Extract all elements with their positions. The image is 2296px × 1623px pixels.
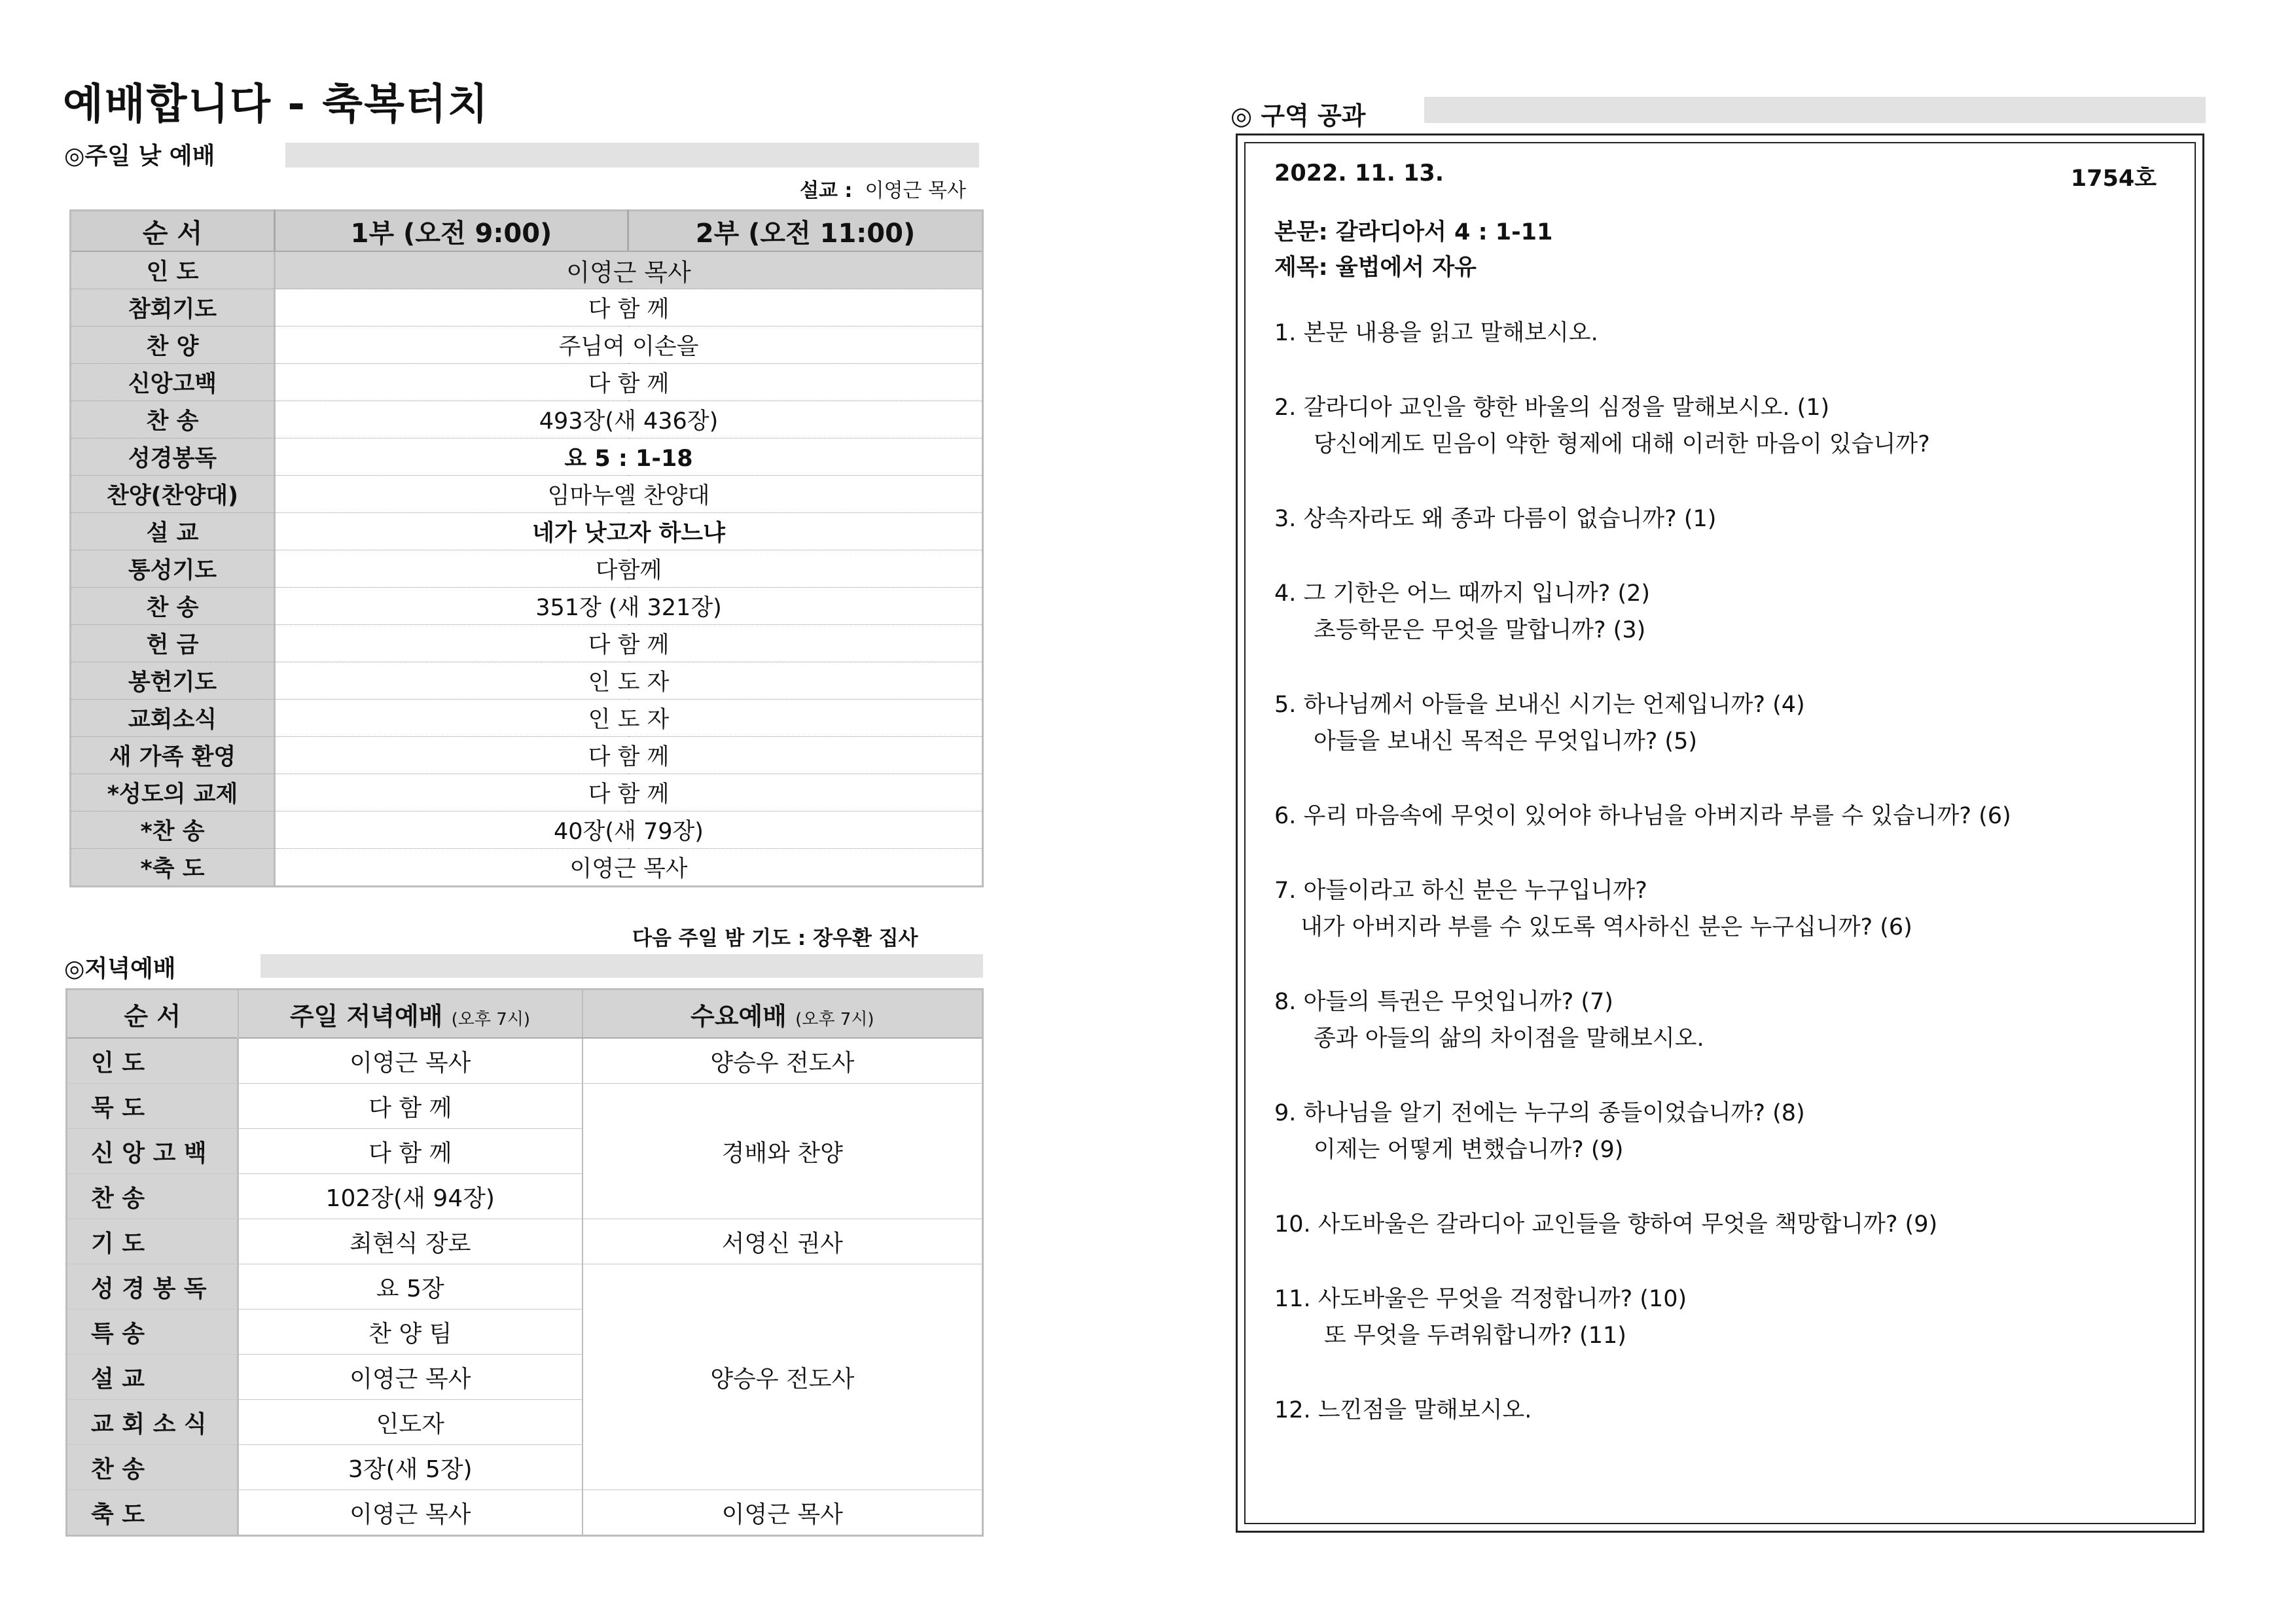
row-value: 이영근 목사 [275, 849, 983, 887]
question-line: 8. 아들의 특권은 무엇입니까? (7) [1274, 989, 1613, 1015]
row-label: 성경봉독 [71, 438, 275, 476]
row-value: 351장 (새 321장) [275, 588, 983, 625]
wednesday-value: 양승우 전도사 [583, 1038, 983, 1084]
row-label: *성도의 교제 [71, 774, 275, 812]
row-label: 신 앙 고 백 [67, 1129, 238, 1174]
study-box [1236, 134, 2204, 1533]
row-label: 참회기도 [71, 289, 275, 327]
question-subline: 이제는 어떻게 변했습니까? (9) [1314, 1137, 1624, 1163]
row-label: 찬 양 [71, 327, 275, 364]
section-header-bar [260, 954, 983, 978]
row-label: 설 교 [71, 513, 275, 550]
issue-number: 1754호 [2070, 166, 2157, 192]
evening-section-title: ◎저녁예배 [64, 955, 176, 982]
question-subline: 내가 아버지라 부를 수 있도록 역사하신 분은 누구십니까? (6) [1300, 914, 1912, 940]
sermon-label: 설교 : [800, 179, 853, 202]
study-date: 2022. 11. 13. [1274, 160, 1444, 187]
row-value: 네가 낫고자 하느냐 [275, 513, 983, 550]
row-label: 새 가족 환영 [71, 737, 275, 774]
row-label: 봉헌기도 [71, 662, 275, 700]
row-value: 다 함 께 [275, 289, 983, 327]
sunday-value: 이영근 목사 [238, 1490, 583, 1536]
row-value: 인 도 자 [275, 662, 983, 700]
question-line: 6. 우리 마음속에 무엇이 있어야 하나님을 아버지라 부를 수 있습니까? (6) [1274, 803, 2011, 829]
row-value: 다 함 께 [275, 625, 983, 662]
morning-service-table [69, 209, 984, 887]
row-value: 40장(새 79장) [275, 812, 983, 849]
row-label: *축 도 [71, 849, 275, 887]
question-line: 10. 사도바울은 갈라디아 교인들을 향하여 무엇을 책망합니까? (9) [1274, 1211, 1938, 1238]
row-label: 교회소식 [71, 700, 275, 737]
sunday-value: 3장(새 5장) [238, 1445, 583, 1490]
sunday-value: 최현식 장로 [238, 1219, 583, 1264]
morning-section-title: ◎주일 낮 예배 [64, 143, 215, 169]
sermon-credit [800, 174, 966, 203]
row-label: 인 도 [67, 1038, 238, 1084]
question-line: 11. 사도바울은 무엇을 걱정합니까? (10) [1274, 1286, 1687, 1312]
row-label: 성 경 봉 독 [67, 1264, 238, 1310]
sunday-value: 102장(새 94장) [238, 1174, 583, 1219]
sunday-value: 찬 양 팀 [238, 1310, 583, 1355]
header-order: 순 서 [71, 211, 275, 252]
next-prayer-note: 다음 주일 밤 기도 : 장우환 집사 [632, 927, 918, 950]
question-subline: 종과 아들의 삶의 차이점을 말해보시오. [1314, 1026, 1704, 1052]
row-value: 인 도 자 [275, 700, 983, 737]
question-line: 2. 갈라디아 교인을 향한 바울의 심정을 말해보시오. (1) [1274, 395, 1830, 421]
question-subline: 초등학문은 무엇을 말합니까? (3) [1314, 617, 1646, 643]
row-value: 다 함 께 [275, 364, 983, 401]
question-line: 4. 그 기한은 어느 때까지 입니까? (2) [1274, 580, 1651, 607]
row-value: 다 함 께 [275, 774, 983, 812]
row-label: 교 회 소 식 [67, 1400, 238, 1445]
row-value: 이영근 목사 [275, 251, 983, 289]
sermon-preacher: 이영근 목사 [865, 179, 966, 202]
row-label: 인 도 [71, 251, 275, 289]
header-sunday-evening [238, 990, 583, 1039]
sunday-value: 요 5장 [238, 1264, 583, 1310]
row-label: 찬 송 [67, 1174, 238, 1219]
study-box-inner [1244, 142, 2196, 1524]
sunday-value: 이영근 목사 [238, 1038, 583, 1084]
row-value: 다함께 [275, 550, 983, 588]
header-sunday-evening-label: 주일 저녁예배 [289, 1001, 443, 1031]
row-label: 축 도 [67, 1490, 238, 1536]
section-header-bar [1424, 97, 2206, 123]
question-line: 9. 하나님을 알기 전에는 누구의 종들이었습니까? (8) [1274, 1100, 1805, 1126]
scripture-reference: 본문: 갈라디아서 4 : 1-11 [1274, 219, 1553, 245]
header-first-service: 1부 (오전 9:00) [275, 211, 628, 252]
question-line: 5. 하나님께서 아들을 보내신 시기는 언제입니까? (4) [1274, 692, 1805, 718]
question-subline: 또 무엇을 두려워합니까? (11) [1324, 1323, 1626, 1349]
row-value: 주님여 이손을 [275, 327, 983, 364]
row-label: 설 교 [67, 1355, 238, 1400]
sunday-value: 다 함 께 [238, 1129, 583, 1174]
row-label: 통성기도 [71, 550, 275, 588]
row-label: 찬 송 [71, 401, 275, 438]
sunday-value: 인도자 [238, 1400, 583, 1445]
question-line: 7. 아들이라고 하신 분은 누구입니까? [1274, 878, 1647, 904]
row-value: 493장(새 436장) [275, 401, 983, 438]
row-value: 다 함 께 [275, 737, 983, 774]
question-line: 3. 상속자라도 왜 종과 다름이 없습니까? (1) [1274, 506, 1717, 532]
wednesday-value: 양승우 전도사 [583, 1264, 983, 1490]
row-label: 찬 송 [71, 588, 275, 625]
page-title: 예배합니다 - 축복터치 [63, 80, 490, 129]
wednesday-value: 경배와 찬양 [583, 1084, 983, 1219]
row-label: 묵 도 [67, 1084, 238, 1129]
wednesday-value: 서영신 권사 [583, 1219, 983, 1264]
sunday-value: 다 함 께 [238, 1084, 583, 1129]
header-wednesday-label: 수요예배 [690, 1001, 787, 1031]
evening-service-table [65, 988, 984, 1537]
question-line: 1. 본문 내용을 읽고 말해보시오. [1274, 320, 1598, 346]
question-subline: 아들을 보내신 목적은 무엇입니까? (5) [1314, 728, 1697, 755]
row-label: 찬 송 [67, 1445, 238, 1490]
row-label: *찬 송 [71, 812, 275, 849]
row-label: 헌 금 [71, 625, 275, 662]
study-section-title: ◎ 구역 공과 [1230, 101, 1366, 130]
row-label: 찬양(찬양대) [71, 476, 275, 513]
header-order: 순 서 [67, 990, 238, 1039]
wednesday-value: 이영근 목사 [583, 1490, 983, 1536]
question-subline: 당신에게도 믿음이 약한 형제에 대해 이러한 마음이 있습니까? [1314, 431, 1930, 457]
header-second-service: 2부 (오전 11:00) [628, 211, 983, 252]
section-header-bar [285, 143, 979, 168]
row-value: 요 5 : 1-18 [275, 438, 983, 476]
question-line: 12. 느낀점을 말해보시오. [1274, 1397, 1532, 1423]
row-value: 임마누엘 찬양대 [275, 476, 983, 513]
header-sunday-evening-time: (오후 7시) [451, 1009, 531, 1029]
sunday-value: 이영근 목사 [238, 1355, 583, 1400]
row-label: 기 도 [67, 1219, 238, 1264]
lesson-subject: 제목: 율법에서 자유 [1274, 255, 1477, 281]
row-label: 신앙고백 [71, 364, 275, 401]
row-label: 특 송 [67, 1310, 238, 1355]
header-wednesday-time: (오후 7시) [795, 1009, 874, 1029]
header-wednesday [583, 990, 983, 1039]
